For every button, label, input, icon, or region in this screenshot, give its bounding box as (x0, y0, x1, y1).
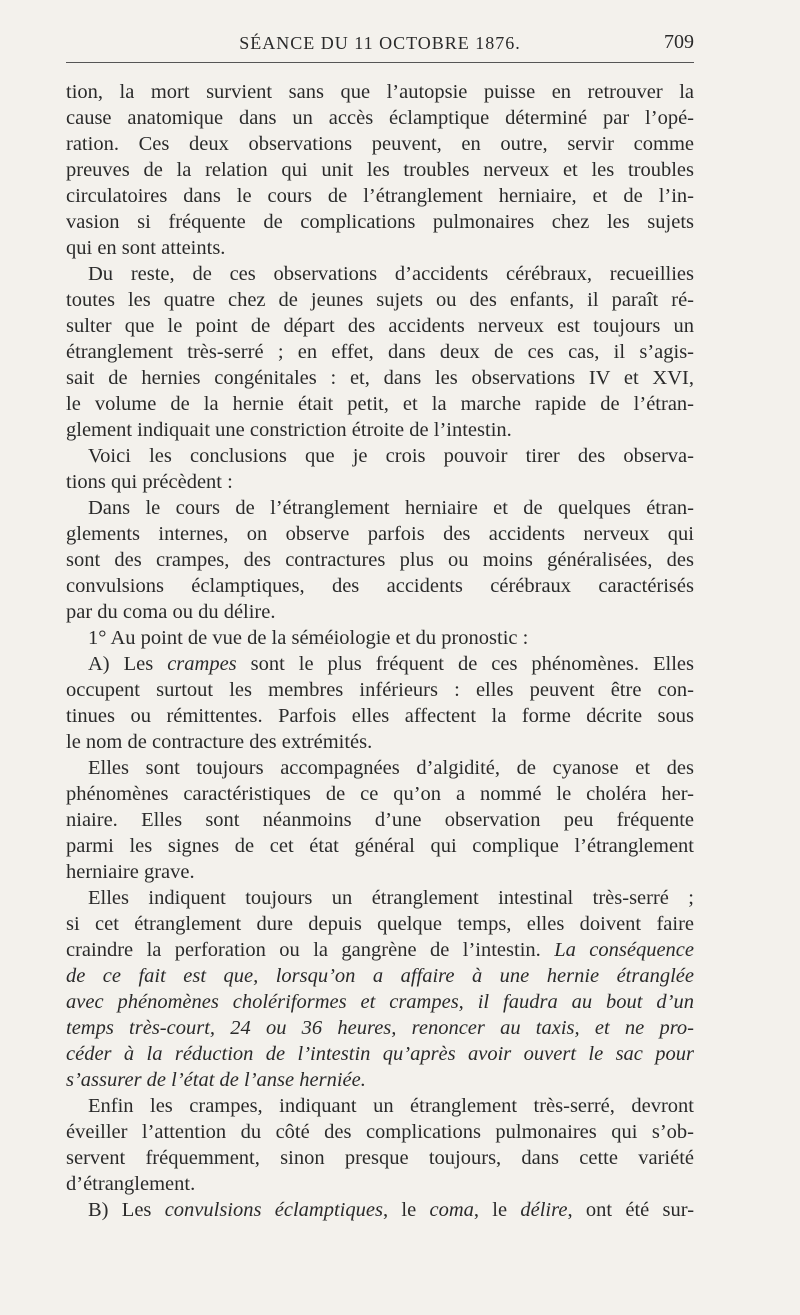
text-line: Dans le cours de l’étranglement herniaire et de quelques étran- (88, 497, 694, 519)
text-span: A) Les (88, 653, 168, 675)
text-line: tinues ou rémittentes. Parfois elles affectent la forme décrite sous (66, 705, 694, 727)
italic-span: La conséquence (554, 939, 694, 961)
text-span: , ont été sur- (567, 1199, 694, 1221)
text-line: 1° Au point de vue de la séméiologie et du pronostic : (88, 627, 529, 649)
text-line (66, 651, 694, 677)
text-line: convulsions éclamptiques, des accidents cérébraux caractérisés (66, 575, 694, 597)
text-line: phénomènes caractéristiques de ce qu’on a nommé le choléra her- (66, 783, 694, 805)
text-line: qui en sont atteints. (66, 237, 226, 259)
italic-span: délire (520, 1199, 568, 1221)
running-head-title: SÉANCE DU 11 OCTOBRE 1876. (239, 33, 521, 53)
text-line: vasion si fréquente de complications pulmonaires chez les sujets (66, 211, 694, 233)
text-line: Elles indiquent toujours un étranglement intestinal très-serré ; (88, 887, 694, 909)
text-line: niaire. Elles sont néanmoins d’une observation peu fréquente (66, 809, 694, 831)
text-line: sait de hernies congénitales : et, dans les observations IV et XVI, (66, 367, 694, 389)
text-line: ration. Ces deux observations peuvent, en outre, servir comme (66, 133, 694, 155)
body-text (66, 79, 694, 1223)
text-line: toutes les quatre chez de jeunes sujets ou des enfants, il paraît ré- (66, 289, 694, 311)
text-line: s’assurer de l’état de l’anse herniée. (66, 1069, 366, 1091)
text-line: Enfin les crampes, indiquant un étranglement très-serré, devront (88, 1095, 694, 1117)
text-line: sont des crampes, des contractures plus ou moins généralisées, des (66, 549, 694, 571)
text-span: , le (473, 1199, 521, 1221)
text-line: circulatoires dans le cours de l’étranglement herniaire, et de l’in- (66, 185, 694, 207)
text-line: si cet étranglement dure depuis quelque temps, elles doivent faire (66, 913, 694, 935)
text-line: céder à la réduction de l’intestin qu’après avoir ouvert le sac pour (66, 1043, 694, 1065)
text-line: servent fréquemment, sinon presque toujours, dans cette variété (66, 1147, 694, 1169)
text-line (66, 937, 694, 963)
page-number: 709 (664, 31, 694, 53)
text-line: herniaire grave. (66, 861, 195, 883)
text-line: Elles sont toujours accompagnées d’algidité, de cyanose et des (88, 757, 694, 779)
text-line: de ce fait est que, lorsqu’on a affaire à une hernie étranglée (66, 965, 694, 987)
text-line: éveiller l’attention du côté des complications pulmonaires qui s’ob- (66, 1121, 694, 1143)
text-line: glements internes, on observe parfois des accidents nerveux qui (66, 523, 694, 545)
text-span: B) Les (88, 1199, 165, 1221)
text-line: cause anatomique dans un accès éclamptique déterminé par l’opé- (66, 107, 694, 129)
text-line: Du reste, de ces observations d’accidents cérébraux, recueillies (88, 263, 694, 285)
text-line: preuves de la relation qui unit les troubles nerveux et les troubles (66, 159, 694, 181)
text-line: Voici les conclusions que je crois pouvoir tirer des observa- (88, 445, 694, 467)
italic-span: crampes (167, 653, 237, 675)
running-head (66, 0, 694, 63)
text-line: occupent surtout les membres inférieurs : elles peuvent être con- (66, 679, 694, 701)
italic-span: coma (429, 1199, 474, 1221)
text-span: craindre la perforation ou la gangrène de l’intestin. (66, 939, 555, 961)
text-line: le nom de contracture des extrémités. (66, 731, 373, 753)
text-line: étranglement très-serré ; en effet, dans deux de ces cas, il s’agis- (66, 341, 694, 363)
text-line: tions qui précèdent : (66, 471, 233, 493)
text-line (66, 1197, 694, 1223)
text-line: d’étranglement. (66, 1173, 196, 1195)
text-line: par du coma ou du délire. (66, 601, 276, 623)
page (66, 0, 694, 1223)
italic-span: convulsions éclamptiques (164, 1199, 383, 1221)
text-line: tion, la mort survient sans que l’autopsie puisse en retrouver la (66, 81, 694, 103)
text-span: sont le plus fréquent de ces phénomènes. Elles (236, 653, 694, 675)
text-line: sulter que le point de départ des accidents nerveux est toujours un (66, 315, 694, 337)
text-span: , le (382, 1199, 430, 1221)
text-line: parmi les signes de cet état général qui complique l’étranglement (66, 835, 694, 857)
text-line: le volume de la hernie était petit, et la marche rapide de l’étran- (66, 393, 694, 415)
text-line: temps très-court, 24 ou 36 heures, renoncer au taxis, et ne pro- (66, 1017, 694, 1039)
text-line: avec phénomènes cholériformes et crampes, il faudra au bout d’un (66, 991, 694, 1013)
text-line: glement indiquait une constriction étroite de l’intestin. (66, 419, 512, 441)
